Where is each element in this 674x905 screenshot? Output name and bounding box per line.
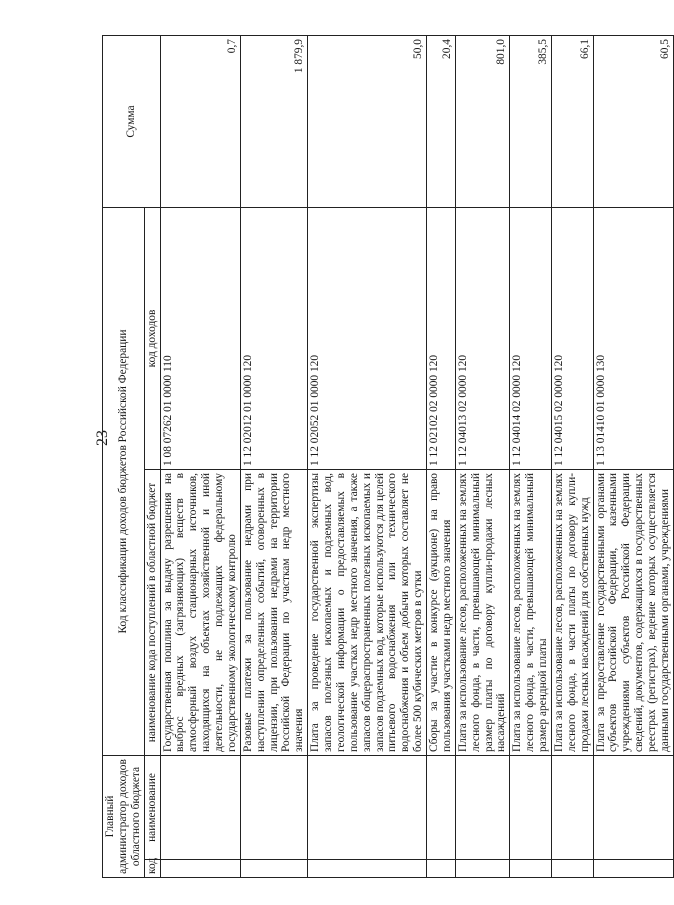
income-code-cell: 1 12 04013 02 0000 120	[455, 208, 510, 470]
table-row	[455, 36, 510, 878]
amount-cell: 1 879,9	[240, 36, 307, 208]
admin-name-cell	[427, 756, 456, 860]
table-row	[240, 36, 307, 878]
header-col-income-code: код доходов	[144, 208, 160, 470]
header-col-code: код	[144, 860, 160, 878]
description-cell: Плата за использование лесов, расположенных на землях лесного фонда, в части, превышающей минимальный размер арендной платы	[510, 470, 552, 756]
description-cell: Плата за предоставление государственными органами субъектов Российской Федерации, казенными учреждениями субъектов Российской Федерации сведений, документов, содержащихся в государственных реестрах (регистрах), ведение которых осуществляется данными государственными органами, учреждениями	[593, 470, 673, 756]
income-classification-table	[102, 35, 674, 878]
income-code-cell: 1 12 02102 02 0000 120	[427, 208, 456, 470]
admin-code-cell	[551, 860, 593, 878]
admin-name-cell	[455, 756, 510, 860]
admin-code-cell	[593, 860, 673, 878]
admin-name-cell	[593, 756, 673, 860]
admin-code-cell	[240, 860, 307, 878]
admin-name-cell	[240, 756, 307, 860]
admin-name-cell	[160, 756, 240, 860]
table-row	[427, 36, 456, 878]
income-code-cell: 1 12 02012 01 0000 120	[240, 208, 307, 470]
amount-cell: 20,4	[427, 36, 456, 208]
income-code-cell: 1 12 02052 01 0000 120	[308, 208, 427, 470]
description-cell: Плата за использование лесов, расположенных на землях лесного фонда, в части платы по договору купли-продажи лесных насаждений для собственных нужд	[551, 470, 593, 756]
admin-code-cell	[455, 860, 510, 878]
header-col-income-name: наименование кода поступлений в областной бюджет	[144, 470, 160, 756]
admin-code-cell	[160, 860, 240, 878]
header-admin-group: Главный администратор доходов областного бюджета	[103, 756, 145, 878]
page-number: 23	[94, 430, 111, 446]
income-code-cell: 1 13 01410 01 0000 130	[593, 208, 673, 470]
income-code-cell: 1 12 04015 02 0000 120	[551, 208, 593, 470]
amount-cell: 801,0	[455, 36, 510, 208]
header-col-name: наименование	[144, 756, 160, 860]
description-cell: Разовые платежи за пользование недрами при наступлении определенных событий, оговоренных в лицензии, при пользовании недрами на территории Российской Федерации по участкам недр местного значения	[240, 470, 307, 756]
amount-cell: 66,1	[551, 36, 593, 208]
description-cell: Сборы за участие в конкурсе (аукционе) на право пользования участками недр местного значения	[427, 470, 456, 756]
rotated-table-container	[102, 36, 671, 878]
admin-code-cell	[510, 860, 552, 878]
income-code-cell: 1 08 07262 01 0000 110	[160, 208, 240, 470]
admin-code-cell	[427, 860, 456, 878]
amount-cell: 385,5	[510, 36, 552, 208]
table-row	[308, 36, 427, 878]
admin-name-cell	[551, 756, 593, 860]
amount-cell: 60,5	[593, 36, 673, 208]
table-header	[103, 36, 161, 878]
admin-code-cell	[308, 860, 427, 878]
description-cell: Плата за проведение государственной экспертизы запасов полезных ископаемых и подземных вод, геологической информации о предоставляемых в пользование участках недр местного значения, а также запасов общераспространенных полезных ископаемых и запасов подземных вод, которые используются для целей питьевого водоснабжения или технического водоснабжения и объем добычи которых составляет не более 500 кубических метров в сутки	[308, 470, 427, 756]
table-row	[551, 36, 593, 878]
header-kbk-group: Код классификации доходов бюджетов Российской Федерации	[103, 208, 145, 756]
description-cell: Государственная пошлина за выдачу разрешения на выброс вредных (загрязняющих) веществ в атмосферный воздух стационарных источников, находящихся на объектах хозяйственной и иной деятельности, не подлежащих федеральному государственному экологическому контролю	[160, 470, 240, 756]
admin-name-cell	[510, 756, 552, 860]
amount-cell: 50,0	[308, 36, 427, 208]
table-row	[593, 36, 673, 878]
table-row	[510, 36, 552, 878]
income-code-cell: 1 12 04014 02 0000 120	[510, 208, 552, 470]
table-row	[160, 36, 240, 878]
amount-cell: 0,7	[160, 36, 240, 208]
header-sum: Сумма	[103, 36, 161, 208]
admin-name-cell	[308, 756, 427, 860]
description-cell: Плата за использование лесов, расположенных на землях лесного фонда, в части, превышающей минимальный размер платы по договору купли-продажи лесных насаждений	[455, 470, 510, 756]
